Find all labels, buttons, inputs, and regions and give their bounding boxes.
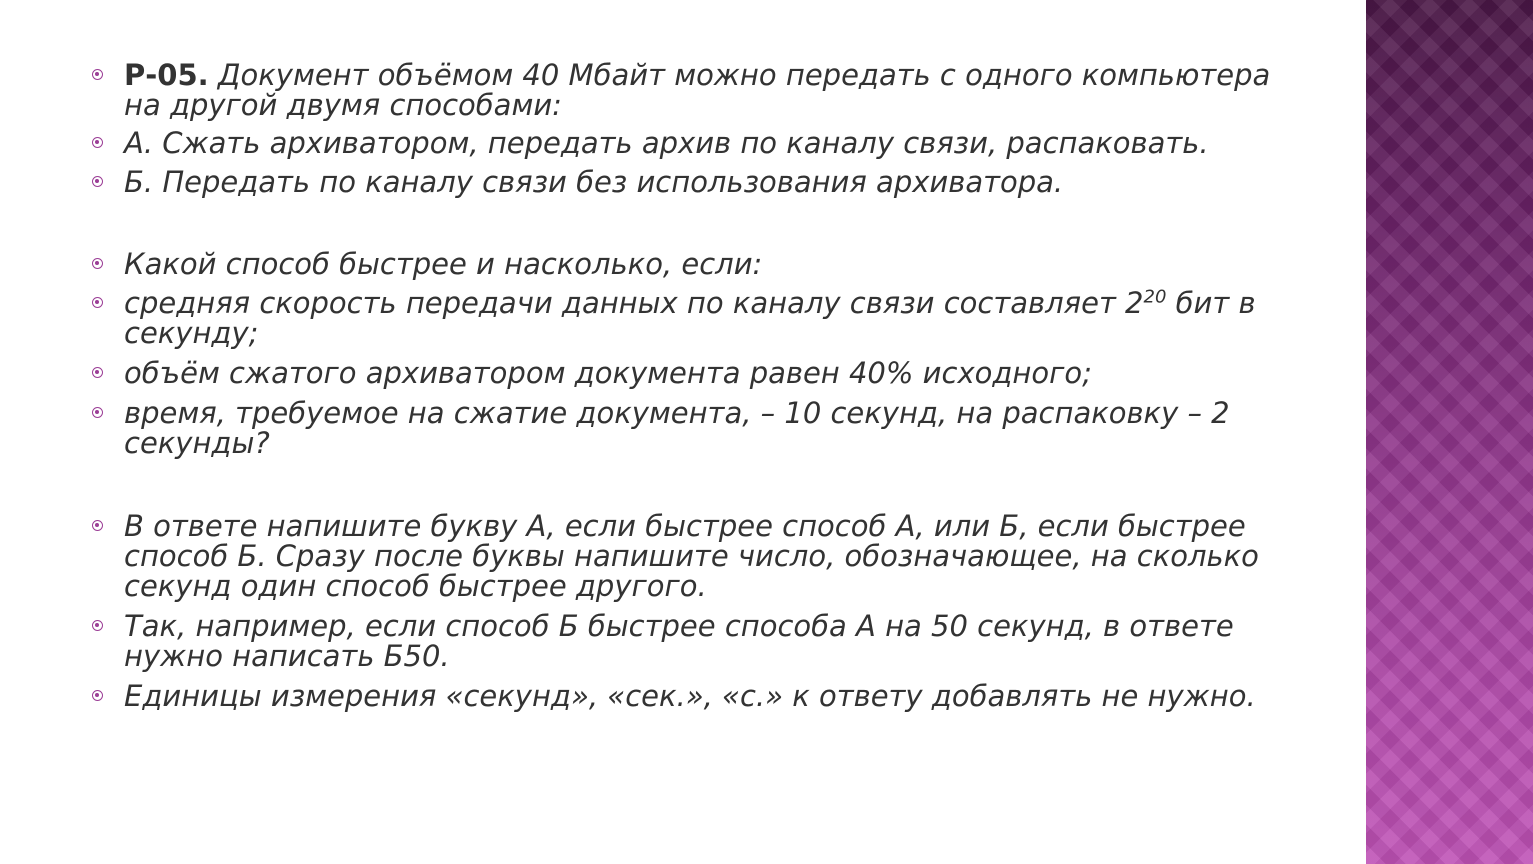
bullet-icon	[92, 297, 103, 308]
bullet-icon	[92, 520, 103, 531]
item-text: В ответе напишите букву А, если быстрее способ А, или Б, если быстрее способ Б. Сразу после буквы напишите число, обозначающее, на сколько секунд один способ быстрее другого.	[124, 509, 1259, 603]
problem-code: Р-05.	[124, 58, 209, 92]
list-item-question	[88, 249, 1308, 279]
item-text: время, требуемое на сжатие документа, – 10 секунд, на распаковку – 2 секунды?	[124, 396, 1230, 460]
list-item-units	[88, 681, 1308, 711]
list-item-problem-intro	[88, 60, 1308, 120]
bullet-icon	[92, 690, 103, 701]
bullet-icon	[92, 137, 103, 148]
bullet-icon	[92, 407, 103, 418]
exponent: 20	[1143, 286, 1167, 308]
item-text: Документ объёмом 40 Мбайт можно передать с одного компьютера на другой двумя способами:	[124, 58, 1271, 122]
list-item-method-b	[88, 167, 1308, 197]
item-text-after: бит в секунду;	[124, 286, 1256, 350]
item-text: Б. Передать по каналу связи без использования архиватора.	[124, 165, 1064, 199]
item-text: Так, например, если способ Б быстрее способа А на 50 секунд, в ответе нужно написать Б50.	[124, 609, 1234, 673]
item-text: Какой способ быстрее и насколько, если:	[124, 247, 763, 281]
bullet-icon	[92, 367, 103, 378]
item-text-before: средняя скорость передачи данных по каналу связи составляет 2	[124, 286, 1144, 320]
bullet-icon	[92, 176, 103, 187]
list-item-example	[88, 611, 1308, 671]
slide-content	[88, 60, 1308, 711]
list-item-answer-format	[88, 511, 1308, 601]
item-text: Единицы измерения «секунд», «сек.», «с.» к ответу добавлять не нужно.	[124, 679, 1256, 713]
list-item-method-a	[88, 128, 1308, 158]
bullet-icon	[92, 258, 103, 269]
bullet-icon	[92, 69, 103, 80]
list-item-time	[88, 398, 1308, 458]
item-text: А. Сжать архиватором, передать архив по каналу связи, распаковать.	[124, 126, 1209, 160]
decorative-side-band	[1366, 0, 1533, 864]
item-text: объём сжатого архиватором документа равен 40% исходного;	[124, 356, 1092, 390]
list-item-archive-size	[88, 358, 1308, 388]
bullet-icon	[92, 620, 103, 631]
list-item-speed	[88, 288, 1308, 348]
